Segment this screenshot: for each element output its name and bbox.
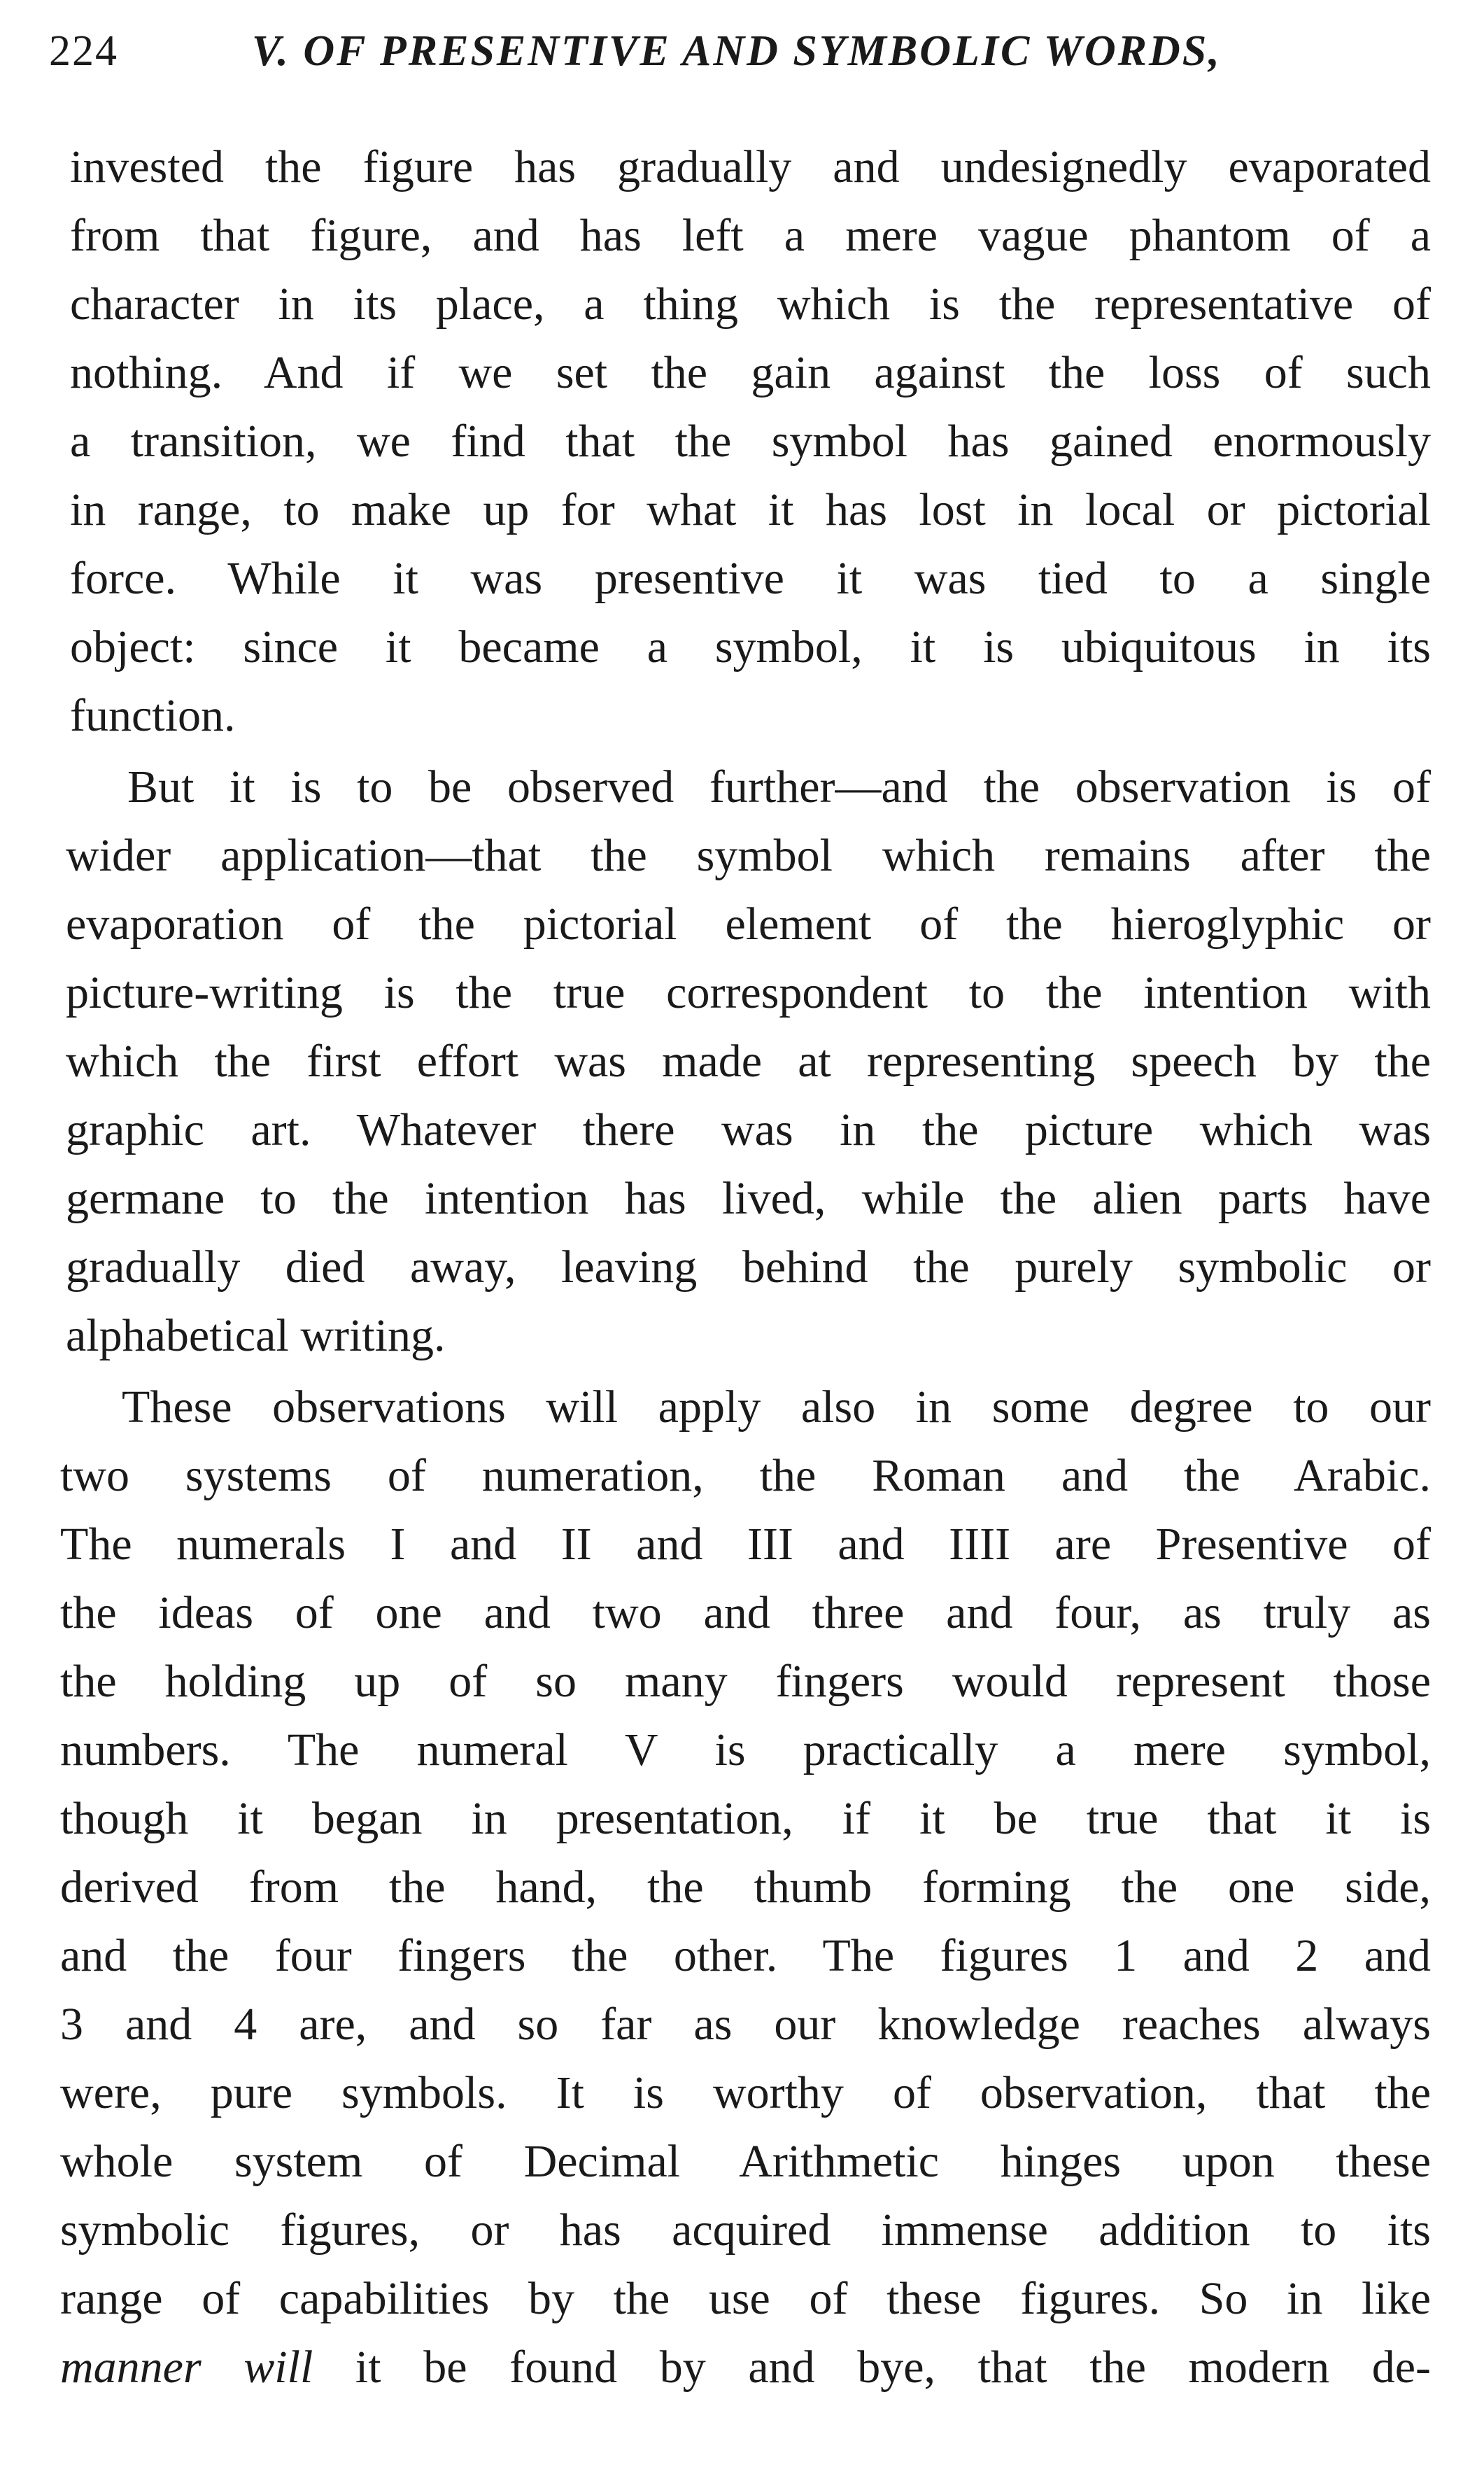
text-line: picture-writing is the true correspondent to the intention with	[66, 967, 1431, 1018]
text-line: the ideas of one and two and three and four, as truly as	[60, 1587, 1431, 1638]
text-line: These observations will apply also in some degree to our	[122, 1381, 1431, 1433]
text-line-final	[60, 2333, 1431, 2402]
text-line: character in its place, a thing which is the representative of	[70, 279, 1431, 330]
text-line: function.	[70, 690, 236, 741]
text-line: range of capabilities by the use of these figures. So in like	[60, 2273, 1431, 2324]
text-line: The numerals I and II and III and IIII are Presentive of	[60, 1519, 1431, 1570]
body-text	[60, 133, 1431, 2402]
text-line: from that figure, and has left a mere vague phantom of a	[70, 210, 1431, 261]
text-line: 3 and 4 are, and so far as our knowledge reaches always	[60, 1999, 1431, 2050]
text-line: derived from the hand, the thumb forming the one side,	[60, 1862, 1431, 1913]
text-line: gradually died away, leaving behind the purely symbolic or	[66, 1241, 1431, 1293]
text-line: though it began in presentation, if it be true that it is	[60, 1793, 1431, 1844]
text-line: nothing. And if we set the gain against the loss of such	[70, 347, 1431, 398]
text-line: invested the figure has gradually and undesignedly evaporated	[70, 141, 1431, 192]
text-line: wider application—that the symbol which remains after the	[66, 830, 1431, 881]
text-line: two systems of numeration, the Roman and the Arabic.	[60, 1450, 1431, 1501]
text-line: in range, to make up for what it has lost in local or pictorial	[70, 484, 1431, 535]
text-line: alphabetical writing.	[66, 1310, 446, 1361]
final-line-rest: it be found by and bye, that the modern de-	[313, 2342, 1431, 2393]
paragraph-2	[66, 753, 1431, 1370]
paragraph-1	[70, 133, 1431, 750]
text-line: which the first effort was made at representing speech by the	[66, 1036, 1431, 1087]
text-line: But it is to be observed further—and the observation is of	[127, 761, 1431, 813]
text-line: a transition, we find that the symbol has gained enormously	[70, 416, 1431, 467]
italic-phrase: manner will	[60, 2342, 313, 2393]
text-line: germane to the intention has lived, while the alien parts have	[66, 1173, 1431, 1224]
text-line: and the four fingers the other. The figures 1 and 2 and	[60, 1930, 1431, 1981]
running-title: V. OF PRESENTIVE AND SYMBOLIC WORDS,	[252, 27, 1222, 75]
running-head	[49, 27, 1441, 76]
text-line: the holding up of so many fingers would represent those	[60, 1656, 1431, 1707]
text-line: numbers. The numeral V is practically a mere symbol,	[60, 1724, 1431, 1775]
text-line: evaporation of the pictorial element of the hieroglyphic or	[66, 899, 1431, 950]
text-line: whole system of Decimal Arithmetic hinges upon these	[60, 2136, 1431, 2187]
text-line: force. While it was presentive it was tied to a single	[70, 553, 1431, 604]
text-line: graphic art. Whatever there was in the picture which was	[66, 1104, 1431, 1155]
text-line: object: since it became a symbol, it is ubiquitous in its	[70, 621, 1431, 673]
text-line: were, pure symbols. It is worthy of observation, that the	[60, 2067, 1431, 2118]
page-number: 224	[49, 27, 118, 75]
text-line: symbolic figures, or has acquired immense addition to its	[60, 2204, 1431, 2256]
paragraph-3	[60, 1373, 1431, 2402]
